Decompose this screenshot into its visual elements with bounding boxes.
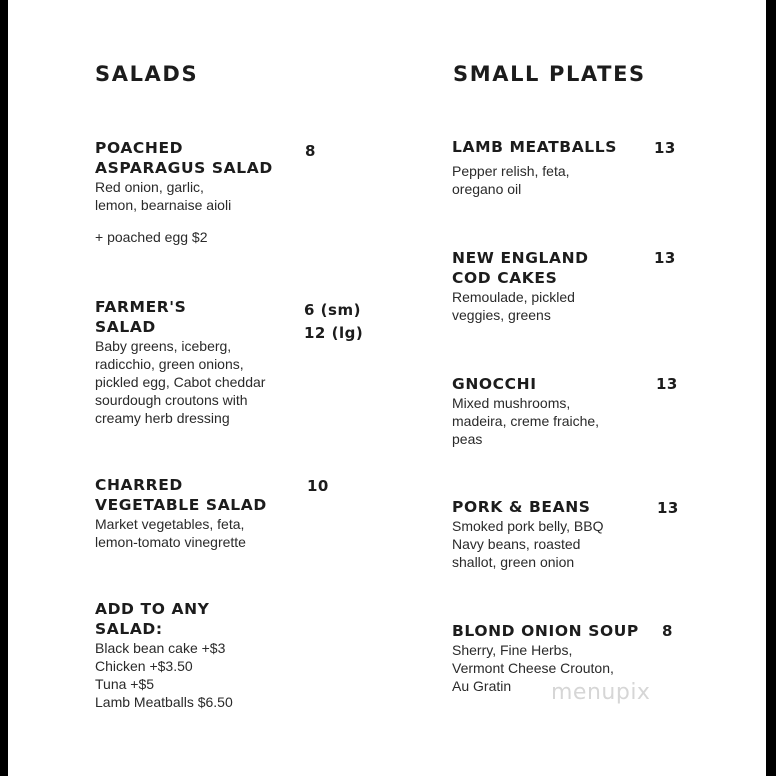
item-price-large: 12 (lg) bbox=[304, 324, 364, 342]
item-description: Market vegetables, feta, bbox=[95, 516, 245, 532]
item-price: 10 bbox=[307, 477, 329, 495]
item-description: Vermont Cheese Crouton, bbox=[452, 660, 614, 676]
item-name: VEGETABLE SALAD bbox=[95, 496, 267, 514]
item-description: lemon-tomato vinegrette bbox=[95, 534, 246, 550]
item-description: Mixed mushrooms, bbox=[452, 395, 571, 411]
item-name: SALAD: bbox=[95, 620, 163, 638]
item-price: 13 bbox=[657, 499, 679, 517]
item-name: GNOCCHI bbox=[452, 375, 537, 393]
item-description: oregano oil bbox=[452, 181, 522, 197]
item-name: SALAD bbox=[95, 318, 156, 336]
menu-item-new-england-cod-cakes bbox=[452, 248, 589, 324]
item-description: Chicken +$3.50 bbox=[95, 658, 193, 674]
menu-item-pork-and-beans bbox=[452, 497, 603, 571]
item-description: Pepper relish, feta, bbox=[452, 163, 570, 179]
item-description: veggies, greens bbox=[452, 307, 551, 323]
item-name: POACHED bbox=[95, 139, 184, 157]
item-addon: + poached egg $2 bbox=[95, 229, 208, 245]
item-description: Navy beans, roasted bbox=[452, 536, 581, 552]
small-plates-heading: SMALL PLATES bbox=[453, 62, 646, 86]
item-description: pickled egg, Cabot cheddar bbox=[95, 374, 266, 390]
item-description: Smoked pork belly, BBQ bbox=[452, 518, 604, 534]
item-name: ASPARAGUS SALAD bbox=[95, 159, 273, 177]
item-price: 13 bbox=[654, 249, 676, 267]
menu-item-charred-vegetable-salad bbox=[95, 475, 267, 551]
item-name: CHARRED bbox=[95, 476, 183, 494]
item-description: lemon, bearnaise aioli bbox=[95, 197, 232, 213]
item-description: Sherry, Fine Herbs, bbox=[452, 642, 573, 658]
item-description: sourdough croutons with bbox=[95, 392, 248, 408]
item-price: 13 bbox=[656, 375, 678, 393]
item-name: LAMB MEATBALLS bbox=[452, 138, 618, 156]
menu-item-poached-asparagus-salad bbox=[95, 138, 273, 214]
item-price: 8 bbox=[662, 622, 673, 640]
item-name: ADD TO ANY bbox=[95, 600, 210, 618]
item-name: PORK & BEANS bbox=[452, 498, 591, 516]
menu-item-gnocchi bbox=[452, 374, 599, 448]
item-description: Remoulade, pickled bbox=[452, 289, 575, 305]
item-name: BLOND ONION SOUP bbox=[452, 622, 639, 640]
item-description: radicchio, green onions, bbox=[95, 356, 244, 372]
item-description: peas bbox=[452, 431, 483, 447]
item-description: Tuna +$5 bbox=[95, 676, 155, 692]
item-description: Red onion, garlic, bbox=[95, 179, 204, 195]
menu-item-farmers-salad bbox=[95, 297, 265, 427]
item-description: Lamb Meatballs $6.50 bbox=[95, 694, 233, 710]
item-name: FARMER'S bbox=[95, 298, 187, 316]
item-price-small: 6 (sm) bbox=[304, 301, 361, 319]
item-description: Black bean cake +$3 bbox=[95, 640, 226, 656]
item-description: shallot, green onion bbox=[452, 554, 575, 570]
item-description: creamy herb dressing bbox=[95, 410, 230, 426]
salads-heading: SALADS bbox=[95, 62, 199, 86]
item-description: madeira, creme fraiche, bbox=[452, 413, 600, 429]
item-name: COD CAKES bbox=[452, 269, 558, 287]
item-price: 8 bbox=[305, 142, 316, 160]
menu-page bbox=[8, 0, 766, 776]
watermark: menupix bbox=[551, 680, 651, 705]
item-name: NEW ENGLAND bbox=[452, 249, 589, 267]
menu-item-add-to-salad bbox=[95, 599, 233, 711]
item-price: 13 bbox=[654, 139, 676, 157]
menu-item-lamb-meatballs bbox=[452, 137, 617, 198]
item-description: Baby greens, iceberg, bbox=[95, 338, 232, 354]
item-description: Au Gratin bbox=[452, 678, 512, 694]
